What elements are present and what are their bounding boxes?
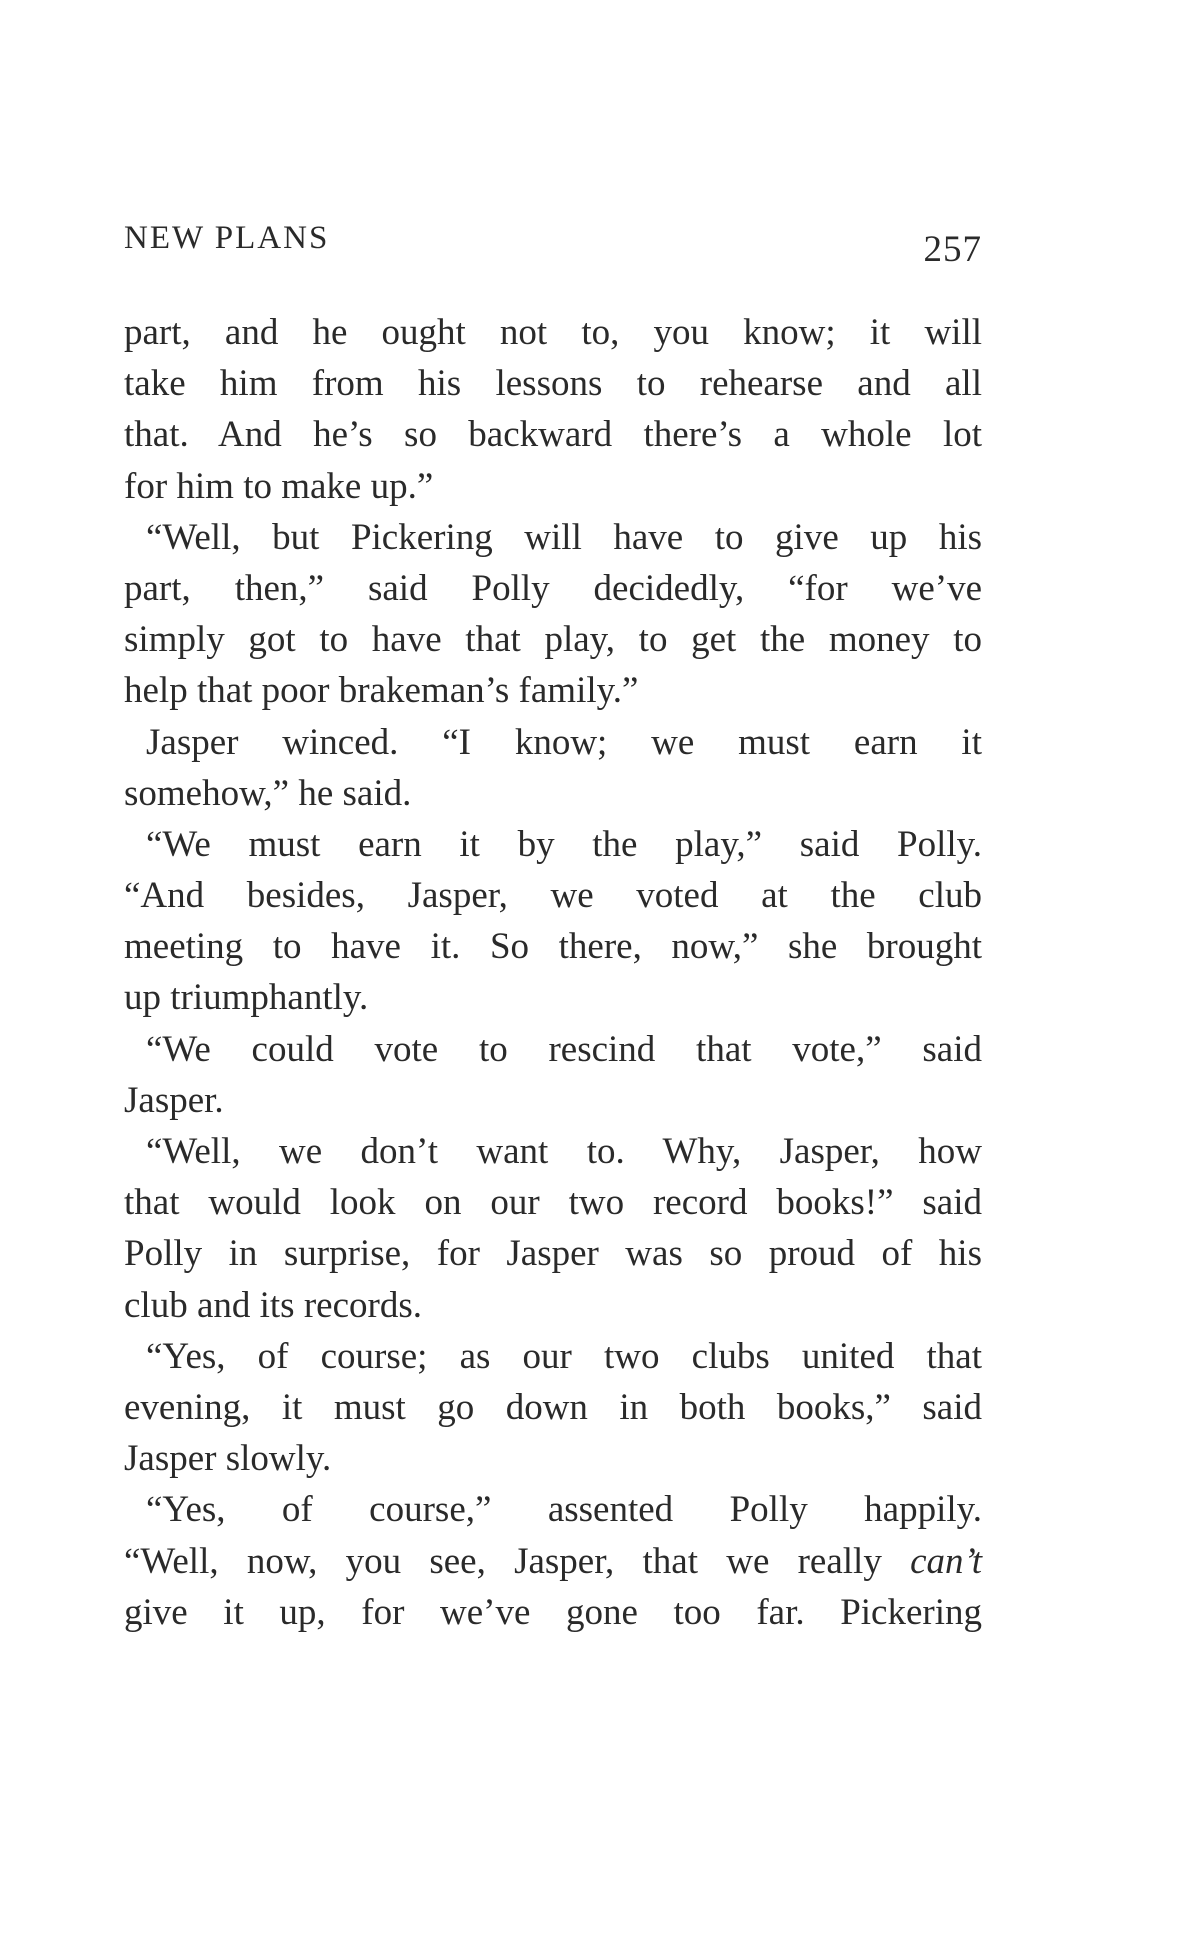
- text-line-content: Jasper slowly.: [124, 1438, 332, 1480]
- text-line: [124, 1484, 982, 1535]
- text-line-content: up triumphantly.: [124, 977, 369, 1019]
- text-line-content: simply got to have that play, to get the money to: [124, 619, 982, 661]
- text-line-content: part, and he ought not to, you know; it will: [124, 312, 982, 353]
- text-line: [124, 921, 982, 972]
- text-line: [124, 1075, 982, 1126]
- text-line-content: part, then,” said Polly decidedly, “for we’ve: [124, 567, 982, 609]
- italic-emphasis: can’t: [910, 1540, 983, 1582]
- text-line: [124, 563, 982, 614]
- text-line: [124, 409, 982, 460]
- text-line: [124, 1587, 982, 1638]
- text-line: [124, 1228, 982, 1279]
- text-line: [124, 717, 982, 768]
- text-line-content: evening, it must go down in both books,” said: [124, 1386, 982, 1428]
- text-line-content: “Yes, of course; as our two clubs united that: [146, 1335, 982, 1377]
- text-line-content: take him from his lessons to rehearse and all: [124, 363, 982, 405]
- text-line-content: club and its records.: [124, 1284, 422, 1326]
- text-line-content: somehow,” he said.: [124, 772, 412, 814]
- text-line: [124, 307, 982, 358]
- text-line: [124, 512, 982, 563]
- text-line-content: “Well, but Pickering will have to give up his: [146, 516, 982, 558]
- text-line-content: help that poor brakeman’s family.”: [124, 670, 639, 712]
- text-line: [124, 1382, 982, 1433]
- text-line: [124, 1536, 982, 1587]
- chapter-title: NEW PLANS: [124, 220, 330, 256]
- text-line: [124, 1126, 982, 1177]
- body-text: [124, 307, 982, 1638]
- text-line-content: give it up, for we’ve gone too far. Pickering: [124, 1591, 982, 1633]
- text-line: [124, 819, 982, 870]
- text-line-content: for him to make up.”: [124, 465, 434, 507]
- text-line: [124, 1331, 982, 1382]
- text-line: [124, 1024, 982, 1075]
- text-line-content: “We must earn it by the play,” said Polly.: [146, 823, 982, 865]
- text-line-content: “And besides, Jasper, we voted at the club: [124, 875, 982, 917]
- page-number: 257: [923, 229, 982, 270]
- text-line-content: Jasper.: [124, 1079, 224, 1121]
- text-line: [124, 358, 982, 409]
- text-line: [124, 972, 982, 1023]
- text-line-content: Jasper winced. “I know; we must earn it: [146, 721, 982, 763]
- text-line: [124, 870, 982, 921]
- text-line: [124, 1177, 982, 1228]
- text-line: [124, 768, 982, 819]
- text-line-content: “Well, we don’t want to. Why, Jasper, how: [146, 1131, 982, 1172]
- text-line: [124, 1280, 982, 1331]
- text-line: [124, 1433, 982, 1484]
- text-line-content: “Well, now, you see, Jasper, that we really: [124, 1540, 882, 1582]
- text-line-content: Polly in surprise, for Jasper was so proud of his: [124, 1233, 982, 1275]
- text-line-content: “Yes, of course,” assented Polly happily.: [146, 1489, 982, 1531]
- text-line: [124, 665, 982, 716]
- text-line-content: that would look on our two record books!” said: [124, 1182, 982, 1224]
- text-line: [124, 614, 982, 665]
- text-line-content: meeting to have it. So there, now,” she brought: [124, 926, 982, 968]
- text-line: [124, 461, 982, 512]
- text-line-content: “We could vote to rescind that vote,” said: [146, 1028, 982, 1070]
- running-head: [124, 220, 982, 270]
- text-line-content: that. And he’s so backward there’s a whole lot: [124, 414, 982, 456]
